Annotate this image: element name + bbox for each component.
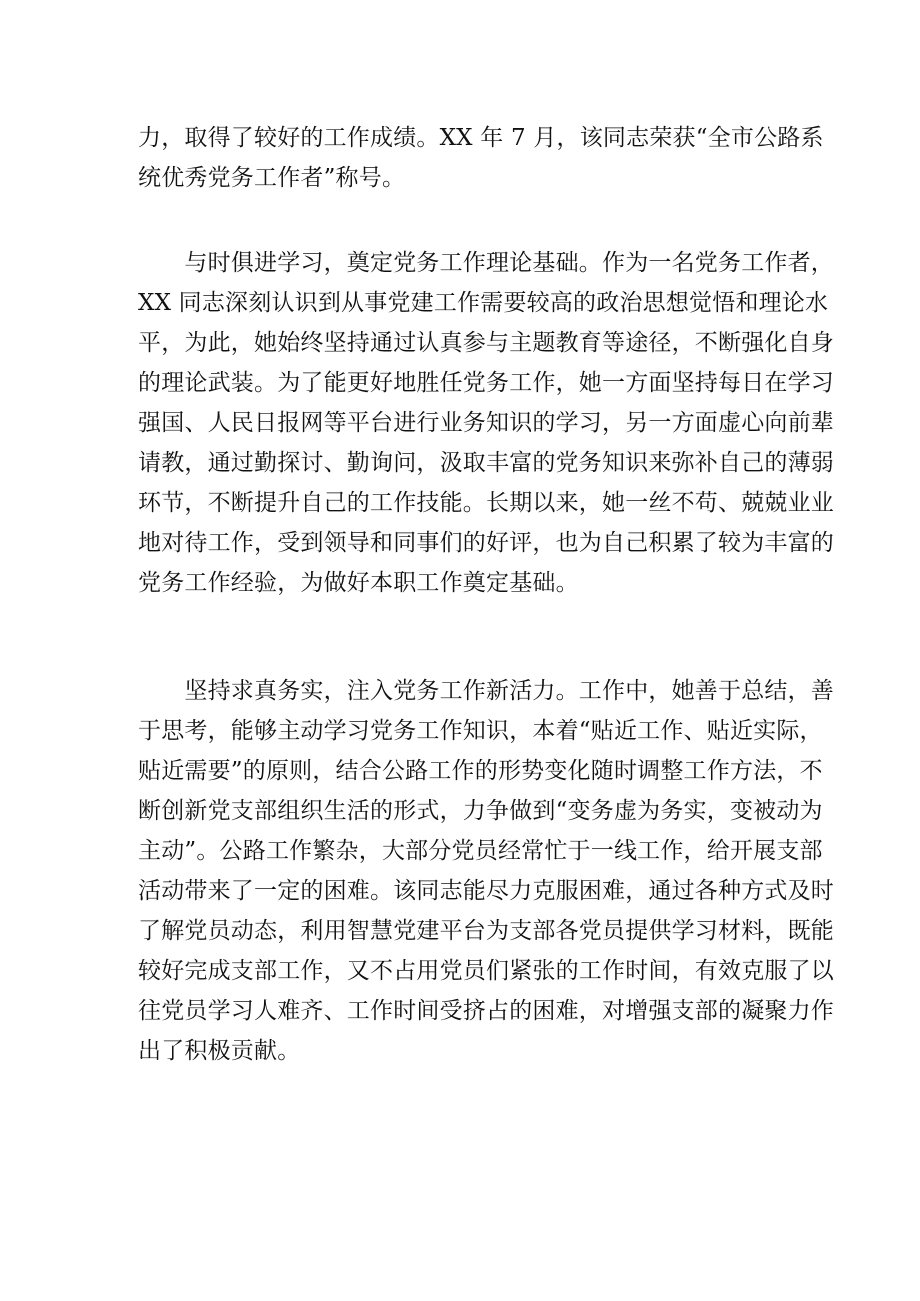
text-line: 强国、人民日报网等平台进行业务知识的学习，另一方面虚心向前辈 (138, 410, 834, 436)
text-line: 党务工作经验，为做好本职工作奠定基础。 (138, 570, 579, 596)
text-line: 统优秀党务工作者”称号。 (138, 165, 406, 191)
text-line: 平，为此，她始终坚持通过认真参与主题教育等途径，不断强化自身 (138, 330, 834, 356)
paragraph-practice (138, 671, 834, 1071)
text-line: 断创新党支部组织生活的形式，力争做到“变务虚为务实，变被动为 (138, 798, 823, 824)
text-line: 贴近需要”的原则，结合公路工作的形势变化随时调整工作方法，不 (138, 758, 823, 784)
text-line: 活动带来了一定的困难。该同志能尽力克服困难，通过各种方式及时 (138, 878, 834, 904)
text-line: 请教，通过勤探讨、勤询问，汲取丰富的党务知识来弥补自己的薄弱 (138, 450, 834, 476)
paragraph-award (138, 118, 824, 198)
text-line: 的理论武装。为了能更好地胜任党务工作，她一方面坚持每日在学习 (138, 370, 834, 396)
text-line: 坚持求真务实，注入党务工作新活力。工作中，她善于总结，善 (138, 678, 834, 704)
text-line: 于思考，能够主动学习党务工作知识，本着“贴近工作、贴近实际， (138, 718, 823, 744)
text-line: 主动”。公路工作繁杂，大部分党员经常忙于一线工作，给开展支部 (138, 838, 823, 864)
text-line: 往党员学习人难齐、工作时间受挤占的困难，对增强支部的凝聚力作 (138, 998, 834, 1024)
text-line: 了解党员动态，利用智慧党建平台为支部各党员提供学习材料，既能 (138, 918, 834, 944)
paragraph-study (138, 243, 834, 603)
text-line: 地对待工作，受到领导和同事们的好评，也为自己积累了较为丰富的 (138, 530, 834, 556)
text-line: 出了积极贡献。 (138, 1038, 301, 1064)
text-line: 环节，不断提升自己的工作技能。长期以来，她一丝不苟、兢兢业业 (138, 490, 834, 516)
text-line: 与时俱进学习，奠定党务工作理论基础。作为一名党务工作者， (138, 250, 834, 276)
text-line: 力，取得了较好的工作成绩。XX 年 7 月，该同志荣获“全市公路系 (138, 125, 824, 151)
text-line: 较好完成支部工作，又不占用党员们紧张的工作时间，有效克服了以 (138, 958, 834, 984)
text-line: XX 同志深刻认识到从事党建工作需要较高的政治思想觉悟和理论水 (138, 290, 829, 316)
